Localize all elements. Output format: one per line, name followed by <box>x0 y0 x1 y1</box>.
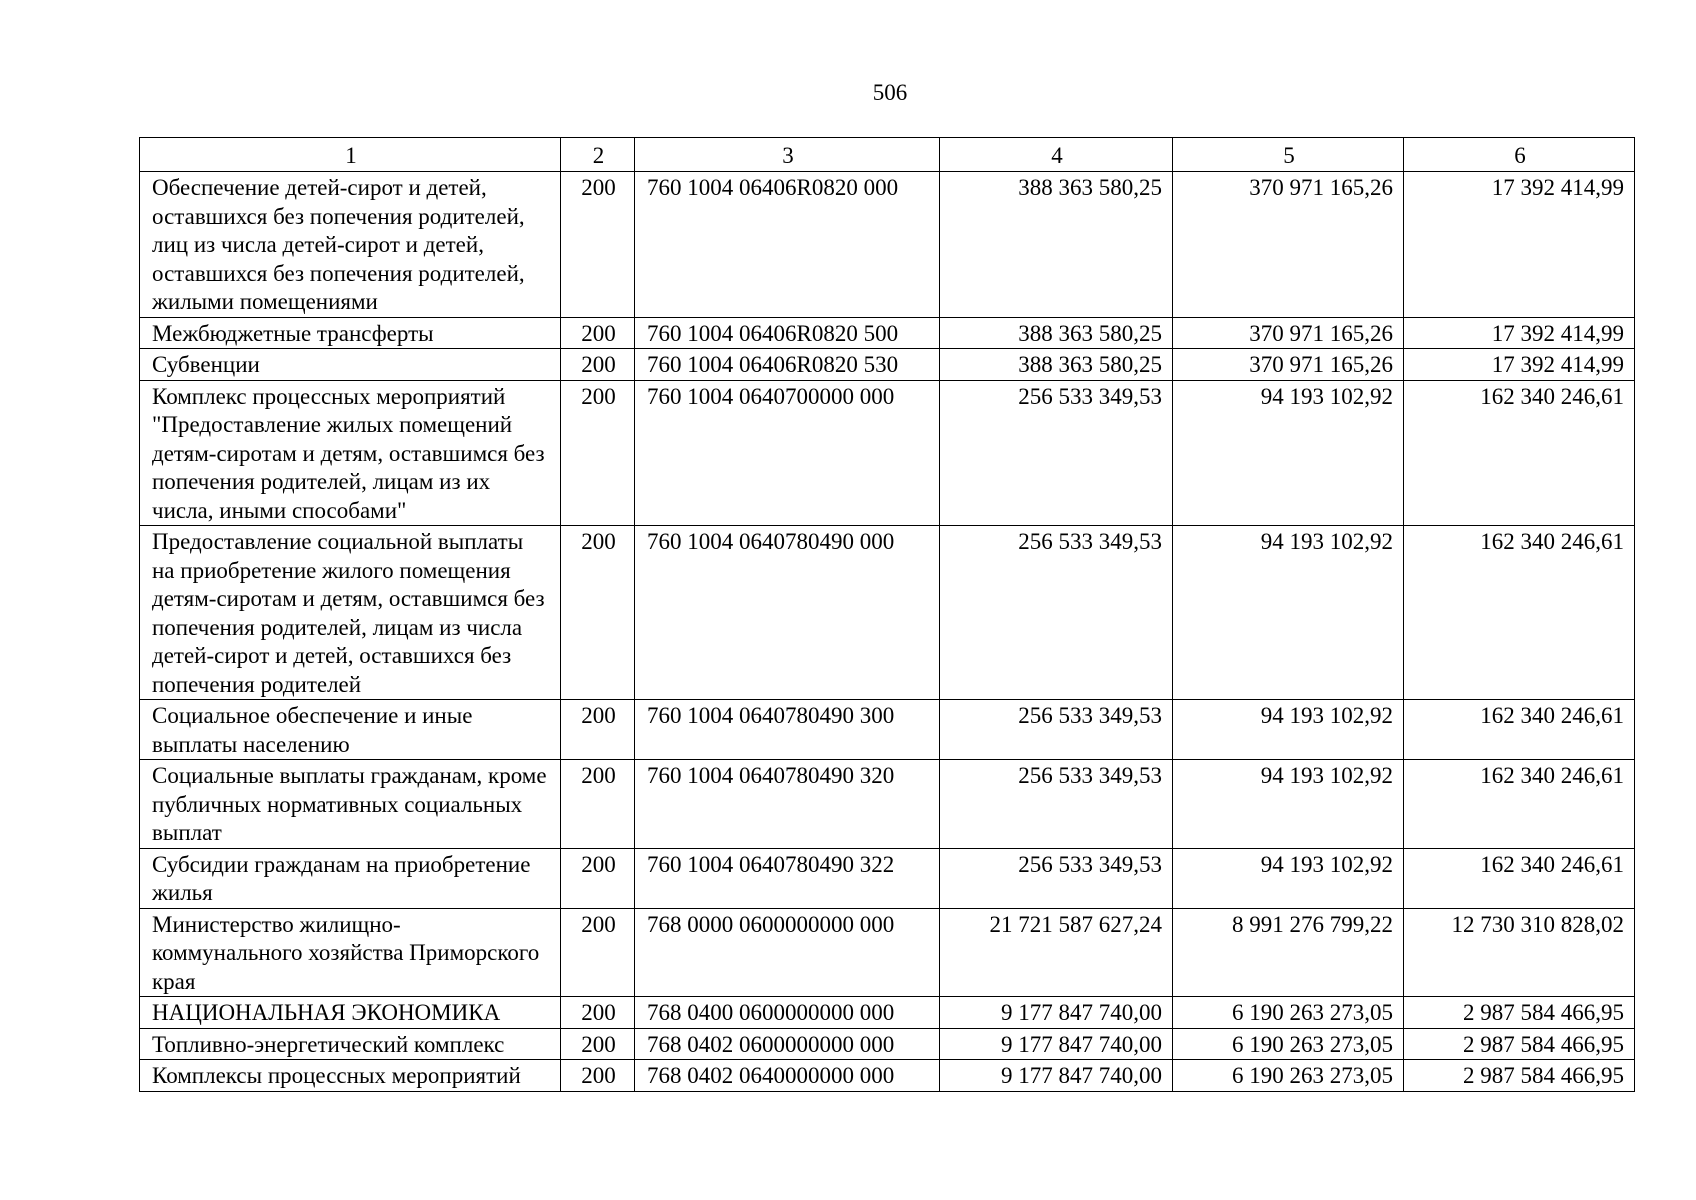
row-col4-cell: 256 533 349,53 <box>940 848 1173 908</box>
row-col5-cell: 6 190 263 273,05 <box>1173 1060 1404 1092</box>
row-col5-cell: 370 971 165,26 <box>1173 317 1404 349</box>
row-name-cell: Субсидии гражданам на приобретение жилья <box>140 848 561 908</box>
row-col6-cell: 162 340 246,61 <box>1404 848 1635 908</box>
table-row <box>140 172 1635 318</box>
row-col2-cell: 200 <box>561 1060 635 1092</box>
row-name-cell: Комплексы процессных мероприятий <box>140 1060 561 1092</box>
row-col4-cell: 21 721 587 627,24 <box>940 908 1173 997</box>
column-header: 4 <box>940 138 1173 172</box>
row-col4-cell: 9 177 847 740,00 <box>940 997 1173 1029</box>
row-code-cell: 760 1004 06406R0820 530 <box>635 349 940 381</box>
row-col6-cell: 12 730 310 828,02 <box>1404 908 1635 997</box>
budget-table <box>139 137 1635 1092</box>
row-col4-cell: 388 363 580,25 <box>940 317 1173 349</box>
column-header: 3 <box>635 138 940 172</box>
row-col6-cell: 2 987 584 466,95 <box>1404 997 1635 1029</box>
row-col4-cell: 9 177 847 740,00 <box>940 1060 1173 1092</box>
row-col4-cell: 388 363 580,25 <box>940 172 1173 318</box>
table-row <box>140 526 1635 700</box>
row-col5-cell: 8 991 276 799,22 <box>1173 908 1404 997</box>
table-row <box>140 760 1635 849</box>
table-row <box>140 1028 1635 1060</box>
table-row <box>140 908 1635 997</box>
table-row <box>140 317 1635 349</box>
row-col4-cell: 256 533 349,53 <box>940 700 1173 760</box>
column-header: 6 <box>1404 138 1635 172</box>
row-col5-cell: 94 193 102,92 <box>1173 760 1404 849</box>
row-col4-cell: 9 177 847 740,00 <box>940 1028 1173 1060</box>
row-name-cell: Субвенции <box>140 349 561 381</box>
row-code-cell: 768 0402 0640000000 000 <box>635 1060 940 1092</box>
row-col5-cell: 94 193 102,92 <box>1173 526 1404 700</box>
row-name-cell: Социальное обеспечение и иные выплаты населению <box>140 700 561 760</box>
row-col2-cell: 200 <box>561 349 635 381</box>
row-code-cell: 760 1004 06406R0820 000 <box>635 172 940 318</box>
row-col4-cell: 256 533 349,53 <box>940 526 1173 700</box>
row-name-cell: Комплекс процессных мероприятий "Предоставление жилых помещений детям-сиротам и детям, оставшимся без попечения родителей, лицам из их числа, иными способами" <box>140 380 561 526</box>
row-col5-cell: 94 193 102,92 <box>1173 700 1404 760</box>
row-col6-cell: 17 392 414,99 <box>1404 349 1635 381</box>
row-col2-cell: 200 <box>561 848 635 908</box>
row-col6-cell: 17 392 414,99 <box>1404 317 1635 349</box>
table-row <box>140 1060 1635 1092</box>
row-code-cell: 760 1004 0640780490 322 <box>635 848 940 908</box>
row-col2-cell: 200 <box>561 700 635 760</box>
row-code-cell: 760 1004 0640780490 320 <box>635 760 940 849</box>
row-col2-cell: 200 <box>561 380 635 526</box>
row-code-cell: 760 1004 0640700000 000 <box>635 380 940 526</box>
row-name-cell: Социальные выплаты гражданам, кроме публичных нормативных социальных выплат <box>140 760 561 849</box>
row-col5-cell: 6 190 263 273,05 <box>1173 997 1404 1029</box>
row-col2-cell: 200 <box>561 526 635 700</box>
row-col2-cell: 200 <box>561 317 635 349</box>
page-number: 506 <box>872 80 908 105</box>
row-col2-cell: 200 <box>561 172 635 318</box>
row-col4-cell: 256 533 349,53 <box>940 760 1173 849</box>
row-name-cell: Предоставление социальной выплаты на приобретение жилого помещения детям-сиротам и детям, оставшимся без попечения родителей, лицам из числа детей-сирот и детей, оставшихся без попечения родителей <box>140 526 561 700</box>
row-col5-cell: 94 193 102,92 <box>1173 380 1404 526</box>
row-col4-cell: 256 533 349,53 <box>940 380 1173 526</box>
row-code-cell: 768 0000 0600000000 000 <box>635 908 940 997</box>
row-col2-cell: 200 <box>561 908 635 997</box>
row-name-cell: НАЦИОНАЛЬНАЯ ЭКОНОМИКА <box>140 997 561 1029</box>
row-col6-cell: 162 340 246,61 <box>1404 700 1635 760</box>
row-col2-cell: 200 <box>561 760 635 849</box>
table-row <box>140 997 1635 1029</box>
table-row <box>140 700 1635 760</box>
row-col6-cell: 2 987 584 466,95 <box>1404 1028 1635 1060</box>
row-code-cell: 760 1004 06406R0820 500 <box>635 317 940 349</box>
column-header: 1 <box>140 138 561 172</box>
row-col6-cell: 162 340 246,61 <box>1404 526 1635 700</box>
column-header: 5 <box>1173 138 1404 172</box>
row-col5-cell: 94 193 102,92 <box>1173 848 1404 908</box>
row-col2-cell: 200 <box>561 1028 635 1060</box>
table-row <box>140 380 1635 526</box>
row-col2-cell: 200 <box>561 997 635 1029</box>
table-header-row <box>140 138 1635 172</box>
row-col6-cell: 162 340 246,61 <box>1404 760 1635 849</box>
row-code-cell: 760 1004 0640780490 000 <box>635 526 940 700</box>
row-name-cell: Топливно-энергетический комплекс <box>140 1028 561 1060</box>
row-col5-cell: 6 190 263 273,05 <box>1173 1028 1404 1060</box>
table-row <box>140 349 1635 381</box>
row-name-cell: Министерство жилищно-коммунального хозяйства Приморского края <box>140 908 561 997</box>
row-name-cell: Межбюджетные трансферты <box>140 317 561 349</box>
row-col6-cell: 162 340 246,61 <box>1404 380 1635 526</box>
row-col4-cell: 388 363 580,25 <box>940 349 1173 381</box>
row-col5-cell: 370 971 165,26 <box>1173 172 1404 318</box>
row-code-cell: 768 0400 0600000000 000 <box>635 997 940 1029</box>
row-code-cell: 760 1004 0640780490 300 <box>635 700 940 760</box>
table-row <box>140 848 1635 908</box>
row-col6-cell: 2 987 584 466,95 <box>1404 1060 1635 1092</box>
row-col5-cell: 370 971 165,26 <box>1173 349 1404 381</box>
row-code-cell: 768 0402 0600000000 000 <box>635 1028 940 1060</box>
row-col6-cell: 17 392 414,99 <box>1404 172 1635 318</box>
column-header: 2 <box>561 138 635 172</box>
row-name-cell: Обеспечение детей-сирот и детей, оставшихся без попечения родителей, лиц из числа детей-сирот и детей, оставшихся без попечения родителей, жилыми помещениями <box>140 172 561 318</box>
